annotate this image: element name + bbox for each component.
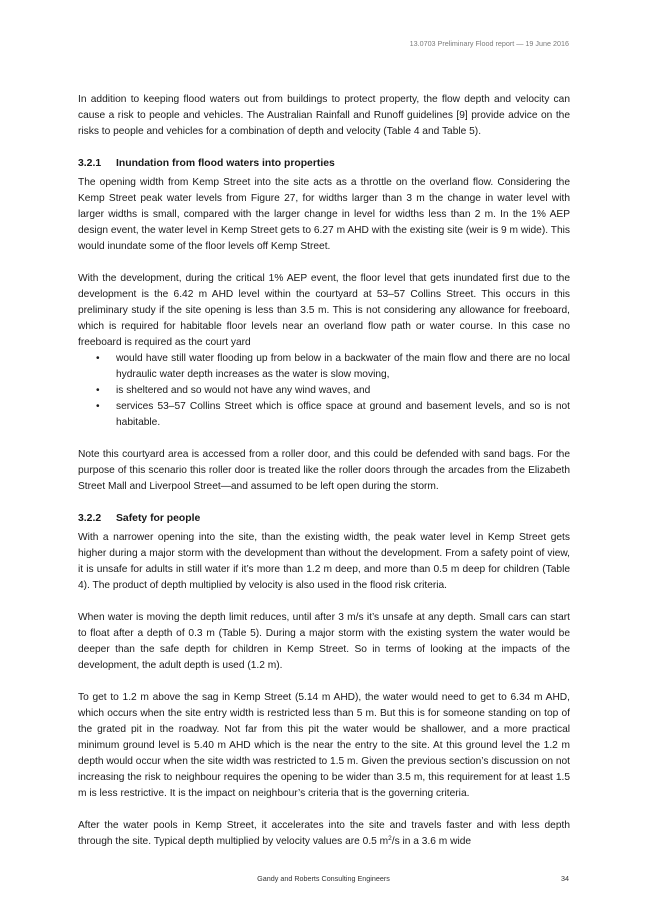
section-heading-3-2-1 — [78, 156, 570, 172]
section-number: 3.2.2 — [78, 513, 102, 524]
section-title: Safety for people — [116, 513, 201, 524]
bullet-icon: • — [96, 353, 100, 364]
bullet-icon: • — [96, 385, 100, 396]
list-item — [96, 351, 570, 383]
section-title: Inundation from flood waters into properties — [116, 158, 335, 169]
section-heading-3-2-2 — [78, 511, 570, 527]
section-number: 3.2.1 — [78, 158, 102, 169]
list-item — [96, 383, 570, 399]
paragraph: Note this courtyard area is accessed from a roller door, and this could be defended with sand bags. For the purpose of this scenario this roller door is treated like the roller doors through the arcades from the Elizabeth Street Mall and Liverpool Street—and assumed to be left open during the storm. — [78, 449, 570, 492]
paragraph: With the development, during the critical 1% AEP event, the floor level that gets inundated first due to the development is the 6.42 m AHD level within the courtyard at 53–57 Collins Street. This occurs in this preliminary study if the site opening is less than 3.5 m. This is not considering any allowance for freeboard, which is required for habitable floor levels near an overland flow path or water course. In this case no freeboard is required as the court yard — [78, 273, 570, 348]
page-number: 34 — [561, 874, 569, 883]
list-item-text: would have still water flooding up from below in a backwater of the main flow and there are no local hydraulic water depth increases as the water is slow moving, — [116, 353, 570, 380]
running-header: 13.0703 Preliminary Flood report — 19 June 2016 — [409, 39, 569, 48]
bullet-list — [78, 351, 570, 431]
footer-company: Gandy and Roberts Consulting Engineers — [257, 874, 390, 883]
list-item-text: services 53–57 Collins Street which is office space at ground and basement levels, and so is not habitable. — [116, 401, 570, 428]
report-body — [78, 92, 570, 866]
list-item — [96, 399, 570, 431]
intro-paragraph: In addition to keeping flood waters out from buildings to protect property, the flow depth and velocity can cause a risk to people and vehicles. The Australian Rainfall and Runoff guidelines [9] provide advice on the risks to people and vehicles for a combination of depth and velocity (Table 4 and Table 5). — [78, 94, 570, 137]
paragraph: When water is moving the depth limit reduces, until after 3 m/s it’s unsafe at any depth. Small cars can start to float after a depth of 0.3 m (Table 5). During a major storm with the existing system the water would be deeper than the safe depth for children in Kemp Street. So in terms of looking at the impacts of the development, the adult depth is used (1.2 m). — [78, 612, 570, 671]
paragraph: After the water pools in Kemp Street, it accelerates into the site and travels faster and with less depth through the site. Typical depth multiplied by velocity values are 0.5 $m^2/s$ in a 3.6 m wide — [78, 820, 570, 847]
paragraph: With a narrower opening into the site, than the existing width, the peak water level in Kemp Street gets higher during a major storm with the development than without the development. From a safety point of view, it is unsafe for adults in still water if it’s more than 1.2 m deep, and more than 0.5 m deep for children (Table 4). The product of depth multiplied by velocity is also used in the flood risk criteria. — [78, 532, 570, 591]
paragraph: To get to 1.2 m above the sag in Kemp Street (5.14 m AHD), the water would need to get to 6.34 m AHD, which occurs when the site entry width is restricted less than 5 m. But this is for someone standing on top of the grated pit in the roadway. Not far from this pit the water would be shallower, and a more practical minimum ground level is 5.40 m AHD which is the near the entry to the site. At this ground level the 1.2 m depth would occur when the site width was restricted to 1.5 m. Given the previous section’s discussion on not increasing the risk to neighbour requires the opening to be wider than 3.5 m, this requirement for at least 1.5 m is less restrictive. It is the impact on neighbour’s criteria that is the governing criteria. — [78, 692, 570, 799]
bullet-icon: • — [96, 401, 100, 412]
list-item-text: is sheltered and so would not have any wind waves, and — [116, 385, 371, 396]
paragraph: The opening width from Kemp Street into the site acts as a throttle on the overland flow. Considering the Kemp Street peak water levels from Figure 27, for widths larger than 3 m the change in water level with larger widths is small, compared with the larger change in level for widths less than 2 m. In the 1% AEP design event, the water level in Kemp Street gets to 6.27 m AHD with the existing site (weir is 9 m wide). This would inundate some of the floor levels off Kemp Street. — [78, 177, 570, 252]
